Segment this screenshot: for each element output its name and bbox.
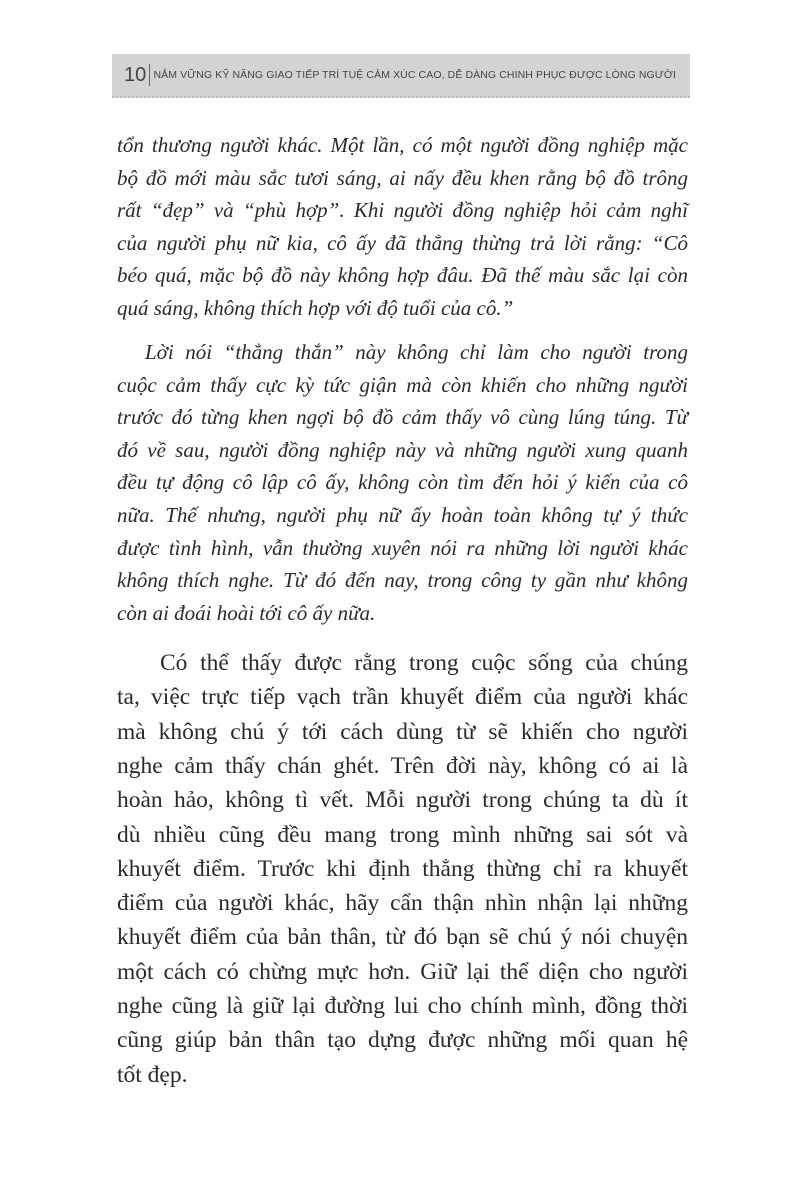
text-line: nghe cảm thấy chán ghét. Trên đời này, không có ai là (117, 752, 688, 779)
text-line: được tình hình, vẫn thường xuyên nói ra những lời người khác (117, 535, 688, 560)
text-line: dù nhiều cũng đều mang trong mình những sai sót và (117, 821, 688, 848)
text-line: khuyết điểm của bản thân, từ đó bạn sẽ chú ý nói chuyện (117, 924, 688, 951)
text-line: bộ đồ mới màu sắc tươi sáng, ai nấy đều khen rằng bộ đồ trông (117, 165, 688, 190)
running-header (112, 54, 690, 98)
text-line: béo quá, mặc bộ đồ này không hợp đâu. Đã thế màu sắc lại còn (117, 263, 688, 288)
text-line: mà không chú ý tới cách dùng từ sẽ khiến cho người (117, 718, 688, 745)
text-line: trước đó từng khen ngợi bộ đồ cảm thấy vô cùng lúng túng. Từ (117, 405, 688, 430)
text-line: còn ai đoái hoài tới cô ấy nữa. (117, 600, 376, 625)
text-line: tổn thương người khác. Một lần, có một người đồng nghiệp mặc (117, 133, 688, 157)
text-line: điểm của người khác, hãy cẩn thận nhìn nhận lại những (117, 890, 688, 917)
text-line: đều tự động cô lập cô ấy, không còn tìm đến hỏi ý kiến của cô (117, 470, 688, 495)
text-line: cũng giúp bản thân tạo dựng được những mối quan hệ (117, 1027, 688, 1054)
text-line: đó về sau, người đồng nghiệp này và những người xung quanh (117, 437, 688, 462)
text-line: không thích nghe. Từ đó đến nay, trong công ty gần như không (117, 568, 688, 593)
book-title: NẮM VỮNG KỸ NĂNG GIAO TIẾP TRÍ TUỆ CẢM XÚC CAO, DỄ DÀNG CHINH PHỤC ĐƯỢC LÒNG NGƯỜI (153, 69, 676, 81)
text-line: một cách có chừng mực hơn. Giữ lại thể diện cho người (117, 958, 688, 985)
text-line: nghe cũng là giữ lại đường lui cho chính mình, đồng thời (117, 993, 688, 1019)
text-line: tốt đẹp. (117, 1061, 188, 1088)
text-line: rất “đẹp” và “phù hợp”. Khi người đồng nghiệp hỏi cảm nghĩ (117, 198, 688, 223)
text-line: hoàn hảo, không tì vết. Mỗi người trong chúng ta dù ít (117, 787, 688, 814)
text-line: nữa. Thế nhưng, người phụ nữ ấy hoàn toàn không tự ý thức (117, 503, 688, 527)
text-line: Lời nói “thẳng thắn” này không chỉ làm cho người trong (145, 340, 688, 364)
text-line: Có thể thấy được rằng trong cuộc sống của chúng (160, 650, 688, 676)
page-number: 10 (124, 64, 147, 86)
text-line: cuộc cảm thấy cực kỳ tức giận mà còn khiến cho những người (117, 372, 688, 397)
text-line: của người phụ nữ kia, cô ấy đã thẳng thừng trả lời rằng: “Cô (117, 230, 688, 255)
header-divider (149, 64, 150, 86)
text-line: quá sáng, không thích hợp với độ tuổi của cô.” (117, 296, 514, 320)
text-line: khuyết điểm. Trước khi định thẳng thừng chỉ ra khuyết (117, 855, 688, 882)
text-line: ta, việc trực tiếp vạch trần khuyết điểm của người khác (117, 684, 688, 711)
